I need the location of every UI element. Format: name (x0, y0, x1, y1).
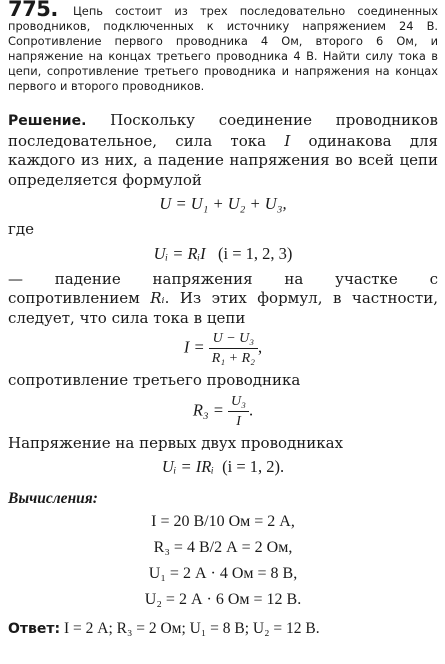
solution-text-2: — падение напряжения на участке с сопротивлением (8, 269, 438, 307)
formula-4-denominator: I (236, 413, 241, 429)
solution-paragraph-3: сопротивление третьего проводника (8, 371, 301, 389)
answer-label: Ответ: (8, 620, 61, 637)
formula-2-main: Uᵢ = RᵢI (153, 243, 206, 263)
formula-3-numerator: U − U₃ (209, 330, 258, 349)
formula-3-fraction (209, 330, 258, 367)
formula-5-condition: (i = 1, 2). (222, 457, 285, 476)
formula-1-rhs: = U₁ + U₂ + U₃, (171, 194, 287, 213)
calculation-line: U₁ = 2 А · 4 Ом = 8 В, (148, 564, 298, 582)
formula-2-condition: (i = 1, 2, 3) (218, 243, 293, 263)
formula-4-fraction (228, 393, 249, 430)
formula-3-lhs: I = (183, 337, 205, 357)
calculations-list (8, 509, 438, 613)
formula-4-lhs: R₃ = (192, 399, 224, 419)
formula-4-numerator: U₃ (228, 393, 249, 412)
current-variable: I (284, 131, 291, 150)
problem-statement (8, 0, 438, 94)
solution-paragraph-2 (8, 270, 438, 329)
formula-3-end: , (258, 337, 263, 357)
formula-current (8, 330, 438, 367)
formula-5-main: Uᵢ = IRᵢ (161, 457, 214, 476)
formula-voltage-first-two (8, 455, 438, 479)
solution-paragraph-1 (8, 111, 438, 190)
solution-text-2-end: . Из этих формул, в частности, следует, что сила тока в цепи (8, 289, 438, 327)
formula-total-voltage (8, 192, 438, 216)
solution-text-1: Поскольку соединение проводников последовательное, сила тока (8, 111, 438, 150)
problem-number: 775. (8, 0, 58, 21)
problem-text: Цепь состоит из трех последовательно соединенных проводников, подключенных к источнику напряжением 24 В. Сопротивление первого проводника 4 Ом, второго 6 Ом, и напряжение на концах третьего проводника 4 В. Найти силу тока в цепи, сопротивление третьего проводника и напряжения на концах первого и второго проводников. (8, 4, 438, 93)
answer-line (8, 619, 438, 640)
calculation-line: I = 20 В/10 Ом = 2 А, (151, 512, 295, 530)
formula-resistance-3 (8, 393, 438, 430)
solution-text-1-end: одинакова для каждого из них, а падение напряжения во всей цепи определяется формулой (8, 131, 439, 189)
resistance-variable: Rᵢ (150, 289, 165, 307)
where-label: где (8, 220, 34, 238)
formula-1-lhs: U (159, 194, 172, 213)
solution-paragraph-4: Напряжение на первых двух проводниках (8, 433, 344, 452)
formula-3-denominator: R₁ + R₂ (211, 351, 256, 366)
calculation-line: U₂ = 2 А · 6 Ом = 12 В. (144, 590, 302, 608)
calculations-heading: Вычисления: (8, 490, 98, 507)
textbook-page (8, 0, 438, 664)
answer-text: I = 2 А; R₃ = 2 Ом; U₁ = 8 В; U₂ = 12 В. (60, 619, 320, 637)
calculation-line: R₃ = 4 В/2 А = 2 Ом, (153, 538, 293, 556)
formula-4-end: . (249, 399, 254, 419)
solution-heading: Решение. (8, 113, 87, 129)
formula-ohm-law (8, 242, 438, 266)
solution-block (8, 111, 438, 639)
